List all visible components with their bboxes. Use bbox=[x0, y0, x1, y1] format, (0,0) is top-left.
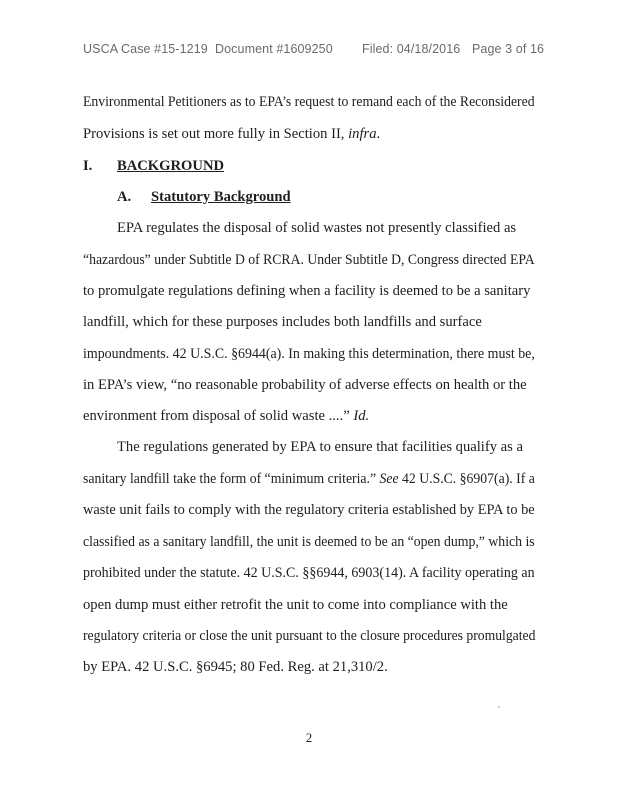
filed-date: Filed: 04/18/2016 bbox=[362, 42, 461, 56]
text-line: regulatory criteria or close the unit pursuant to the closure procedures promulgated bbox=[83, 628, 536, 644]
italic-citation: See bbox=[379, 471, 399, 487]
page-header bbox=[0, 42, 618, 62]
text-line: Provisions is set out more fully in Section II, infra. bbox=[83, 126, 381, 142]
text-line: by EPA. 42 U.S.C. §6945; 80 Fed. Reg. at 21,310/2. bbox=[83, 659, 388, 675]
text-line: “hazardous” under Subtitle D of RCRA. Under Subtitle D, Congress directed EPA bbox=[83, 252, 535, 268]
text-line: prohibited under the statute. 42 U.S.C. §§6944, 6903(14). A facility operating an bbox=[83, 565, 535, 581]
section-title: BACKGROUND bbox=[117, 158, 225, 174]
page-count: Page 3 of 16 bbox=[472, 42, 545, 56]
section-number: I. bbox=[83, 158, 93, 174]
subsection-number: A. bbox=[117, 189, 132, 205]
text-line: The regulations generated by EPA to ensure that facilities qualify as a bbox=[117, 439, 523, 455]
text-line: to promulgate regulations defining when a facility is deemed to be a sanitary bbox=[83, 283, 531, 299]
italic-citation: Id. bbox=[353, 408, 370, 424]
text-line: open dump must either retrofit the unit to come into compliance with the bbox=[83, 597, 508, 613]
text-line: environment from disposal of solid waste ....” Id. bbox=[83, 408, 370, 424]
subsection-title: Statutory Background bbox=[151, 189, 291, 205]
italic-citation: infra bbox=[348, 126, 377, 142]
case-number: USCA Case #15-1219 bbox=[83, 42, 208, 56]
text-line: classified as a sanitary landfill, the unit is deemed to be an “open dump,” which is bbox=[83, 534, 535, 550]
scan-speck bbox=[498, 706, 500, 708]
document-number: Document #1609250 bbox=[215, 42, 333, 56]
text-line: in EPA’s view, “no reasonable probability of adverse effects on health or the bbox=[83, 377, 527, 393]
text-line: sanitary landfill take the form of “minimum criteria.” See 42 U.S.C. §6907(a). If a bbox=[83, 471, 535, 487]
text-line: EPA regulates the disposal of solid wastes not presently classified as bbox=[117, 220, 517, 236]
text-line: impoundments. 42 U.S.C. §6944(a). In making this determination, there must be, bbox=[83, 346, 535, 362]
text-line: landfill, which for these purposes includes both landfills and surface bbox=[83, 314, 482, 330]
page-number: 2 bbox=[305, 730, 313, 745]
text-line: Environmental Petitioners as to EPA’s request to remand each of the Reconsidered bbox=[83, 94, 535, 110]
text-line: waste unit fails to comply with the regulatory criteria established by EPA to be bbox=[83, 502, 535, 518]
